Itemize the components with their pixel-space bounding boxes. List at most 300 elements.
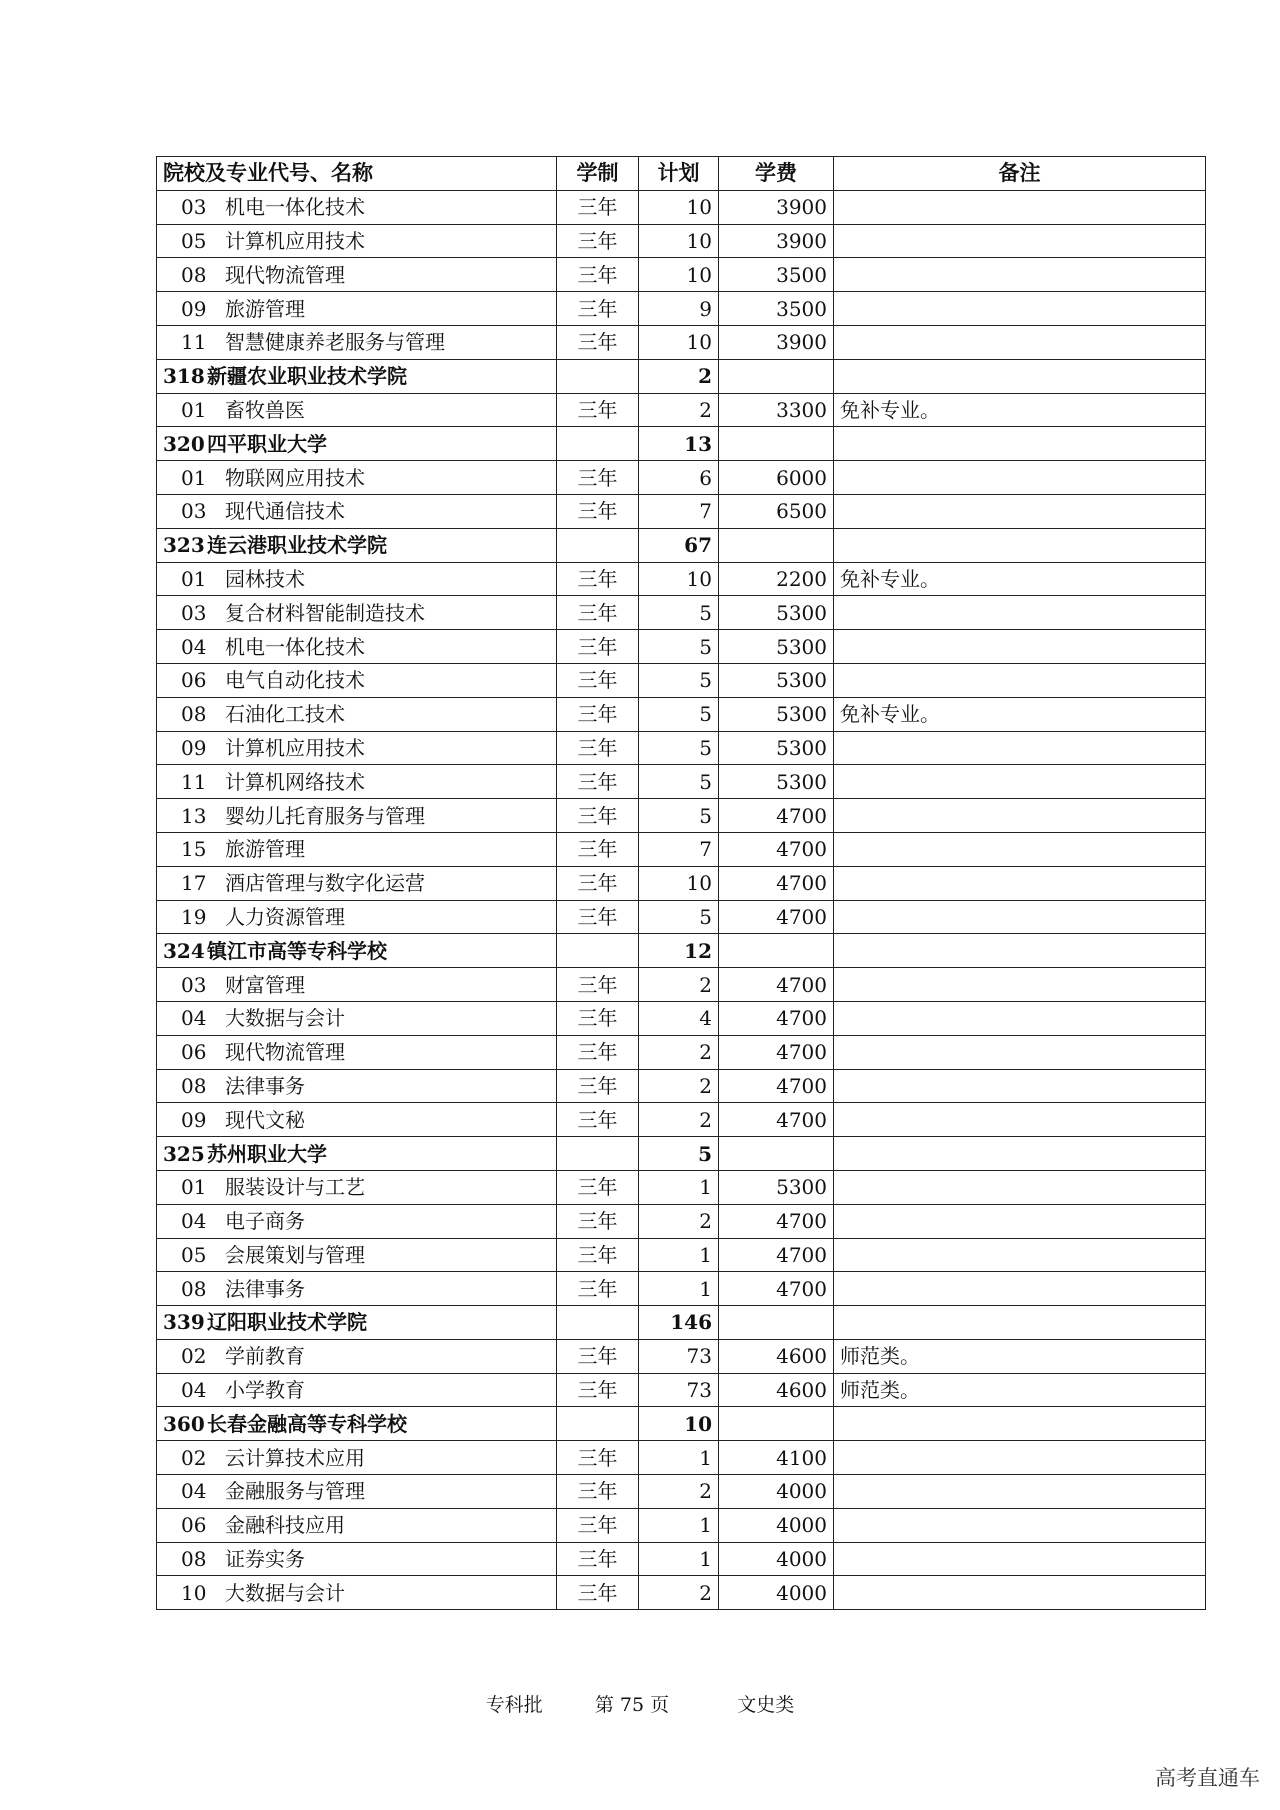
cell-length: 三年 [557, 1001, 639, 1035]
cell-name [157, 1339, 557, 1373]
row-name: 旅游管理 [225, 296, 305, 321]
row-code: 15 [181, 837, 207, 862]
cell-note [834, 663, 1206, 697]
major-row [157, 1508, 1206, 1542]
cell-fee: 4700 [719, 900, 834, 934]
cell-plan: 1 [639, 1542, 719, 1576]
major-row [157, 596, 1206, 630]
cell-name [157, 1407, 557, 1441]
cell-plan: 9 [639, 292, 719, 326]
row-name: 法律事务 [225, 1073, 305, 1098]
cell-plan: 146 [639, 1306, 719, 1340]
cell-name [157, 1170, 557, 1204]
cell-plan: 10 [639, 562, 719, 596]
row-name: 计算机应用技术 [225, 228, 365, 253]
cell-plan: 7 [639, 494, 719, 528]
major-row [157, 1542, 1206, 1576]
cell-fee: 4700 [719, 1103, 834, 1137]
cell-length: 三年 [557, 900, 639, 934]
row-name: 新疆农业职业技术学院 [207, 364, 407, 389]
major-row [157, 1339, 1206, 1373]
cell-fee: 3300 [719, 393, 834, 427]
cell-plan: 1 [639, 1508, 719, 1542]
row-name: 金融科技应用 [225, 1513, 345, 1538]
cell-fee: 4700 [719, 1204, 834, 1238]
cell-fee: 5300 [719, 1170, 834, 1204]
cell-length: 三年 [557, 866, 639, 900]
cell-fee: 6000 [719, 461, 834, 495]
cell-plan: 12 [639, 934, 719, 968]
cell-plan: 5 [639, 1137, 719, 1171]
row-code: 323 [163, 533, 205, 558]
row-code: 09 [181, 1107, 207, 1132]
cell-name [157, 562, 557, 596]
cell-plan: 1 [639, 1272, 719, 1306]
cell-length [557, 1407, 639, 1441]
row-name: 旅游管理 [225, 837, 305, 862]
row-name: 计算机应用技术 [225, 735, 365, 760]
row-code: 09 [181, 735, 207, 760]
cell-length: 三年 [557, 1204, 639, 1238]
row-name: 苏州职业大学 [207, 1141, 327, 1166]
cell-note [834, 1035, 1206, 1069]
cell-plan: 2 [639, 1576, 719, 1610]
school-row [157, 427, 1206, 461]
cell-note [834, 1272, 1206, 1306]
cell-note [834, 765, 1206, 799]
cell-plan: 5 [639, 697, 719, 731]
row-code: 09 [181, 296, 207, 321]
cell-name [157, 799, 557, 833]
page-footer [0, 1690, 1280, 1717]
cell-plan: 7 [639, 832, 719, 866]
row-code: 06 [181, 1513, 207, 1538]
cell-fee: 4000 [719, 1542, 834, 1576]
cell-length: 三年 [557, 1170, 639, 1204]
row-code: 03 [181, 600, 207, 625]
cell-plan: 2 [639, 1204, 719, 1238]
row-name: 金融服务与管理 [225, 1479, 365, 1504]
row-code: 08 [181, 1547, 207, 1572]
cell-name [157, 630, 557, 664]
cell-name [157, 1475, 557, 1509]
row-name: 长春金融高等专科学校 [207, 1411, 407, 1436]
cell-note [834, 934, 1206, 968]
row-name: 大数据与会计 [225, 1580, 345, 1605]
cell-plan: 6 [639, 461, 719, 495]
header-name: 院校及专业代号、名称 [157, 157, 557, 191]
cell-fee: 5300 [719, 697, 834, 731]
cell-name [157, 731, 557, 765]
row-code: 06 [181, 668, 207, 693]
cell-length: 三年 [557, 1373, 639, 1407]
footer-category: 文史类 [737, 1694, 795, 1716]
cell-name [157, 1508, 557, 1542]
cell-name [157, 494, 557, 528]
cell-length [557, 528, 639, 562]
footer-page: 第 75 页 [594, 1694, 670, 1716]
cell-name [157, 1542, 557, 1576]
cell-length [557, 1137, 639, 1171]
row-code: 08 [181, 1073, 207, 1098]
row-name: 人力资源管理 [225, 904, 345, 929]
major-row [157, 630, 1206, 664]
watermark: 高考直通车 [1155, 1766, 1260, 1790]
school-row [157, 528, 1206, 562]
cell-note: 免补专业。 [834, 562, 1206, 596]
cell-length: 三年 [557, 461, 639, 495]
row-name: 石油化工技术 [225, 702, 345, 727]
major-row [157, 325, 1206, 359]
cell-note [834, 528, 1206, 562]
cell-plan: 2 [639, 1035, 719, 1069]
row-code: 339 [163, 1310, 205, 1335]
cell-plan: 5 [639, 596, 719, 630]
row-name: 服装设计与工艺 [225, 1175, 365, 1200]
cell-name [157, 190, 557, 224]
cell-length: 三年 [557, 1035, 639, 1069]
major-row [157, 1035, 1206, 1069]
cell-name [157, 968, 557, 1002]
cell-fee: 3500 [719, 292, 834, 326]
cell-plan: 1 [639, 1238, 719, 1272]
row-name: 复合材料智能制造技术 [225, 600, 425, 625]
cell-fee [719, 934, 834, 968]
cell-plan: 1 [639, 1441, 719, 1475]
cell-name [157, 1001, 557, 1035]
row-code: 01 [181, 566, 207, 591]
row-code: 01 [181, 397, 207, 422]
cell-name [157, 663, 557, 697]
cell-length: 三年 [557, 393, 639, 427]
cell-fee: 5300 [719, 731, 834, 765]
cell-note [834, 258, 1206, 292]
row-code: 324 [163, 938, 205, 963]
school-row [157, 1407, 1206, 1441]
row-code: 04 [181, 1209, 207, 1234]
row-code: 08 [181, 1276, 207, 1301]
row-name: 财富管理 [225, 972, 305, 997]
header-note: 备注 [834, 157, 1206, 191]
cell-length: 三年 [557, 1508, 639, 1542]
cell-name [157, 765, 557, 799]
cell-name [157, 1306, 557, 1340]
row-code: 03 [181, 195, 207, 220]
row-code: 03 [181, 972, 207, 997]
row-code: 01 [181, 465, 207, 490]
cell-length: 三年 [557, 1339, 639, 1373]
major-row [157, 190, 1206, 224]
cell-note [834, 325, 1206, 359]
school-row [157, 1306, 1206, 1340]
cell-length: 三年 [557, 799, 639, 833]
cell-name [157, 258, 557, 292]
header-length: 学制 [557, 157, 639, 191]
cell-name [157, 866, 557, 900]
cell-note [834, 799, 1206, 833]
row-code: 13 [181, 803, 207, 828]
cell-fee: 4100 [719, 1441, 834, 1475]
row-code: 10 [181, 1580, 207, 1605]
major-row [157, 663, 1206, 697]
cell-length: 三年 [557, 731, 639, 765]
cell-fee: 4700 [719, 1069, 834, 1103]
major-row [157, 292, 1206, 326]
row-name: 辽阳职业技术学院 [207, 1310, 367, 1335]
row-name: 小学教育 [225, 1378, 305, 1403]
cell-note [834, 1001, 1206, 1035]
cell-name [157, 900, 557, 934]
row-name: 学前教育 [225, 1344, 305, 1369]
cell-note [834, 1137, 1206, 1171]
cell-name [157, 528, 557, 562]
cell-length: 三年 [557, 765, 639, 799]
cell-length: 三年 [557, 224, 639, 258]
cell-note [834, 292, 1206, 326]
cell-note [834, 731, 1206, 765]
row-name: 法律事务 [225, 1276, 305, 1301]
cell-name [157, 292, 557, 326]
cell-length: 三年 [557, 630, 639, 664]
cell-plan: 5 [639, 731, 719, 765]
cell-plan: 10 [639, 325, 719, 359]
cell-note [834, 1238, 1206, 1272]
cell-fee: 3900 [719, 190, 834, 224]
header-plan: 计划 [639, 157, 719, 191]
major-row [157, 224, 1206, 258]
row-code: 05 [181, 228, 207, 253]
cell-length: 三年 [557, 697, 639, 731]
row-name: 智慧健康养老服务与管理 [225, 330, 445, 355]
cell-note [834, 1204, 1206, 1238]
row-code: 11 [181, 330, 207, 355]
cell-note [834, 1306, 1206, 1340]
major-row [157, 1069, 1206, 1103]
cell-note [834, 630, 1206, 664]
cell-name [157, 224, 557, 258]
cell-fee: 4700 [719, 832, 834, 866]
row-name: 云计算技术应用 [225, 1445, 365, 1470]
cell-plan: 2 [639, 1475, 719, 1509]
cell-plan: 2 [639, 1069, 719, 1103]
major-row [157, 765, 1206, 799]
row-name: 连云港职业技术学院 [207, 533, 387, 558]
cell-note [834, 1475, 1206, 1509]
row-code: 320 [163, 431, 205, 456]
cell-name [157, 1137, 557, 1171]
major-row [157, 900, 1206, 934]
major-row [157, 562, 1206, 596]
cell-name [157, 1441, 557, 1475]
row-name: 大数据与会计 [225, 1006, 345, 1031]
cell-fee: 4700 [719, 866, 834, 900]
major-row [157, 1170, 1206, 1204]
major-row [157, 461, 1206, 495]
row-name: 园林技术 [225, 566, 305, 591]
cell-note [834, 1069, 1206, 1103]
cell-name [157, 325, 557, 359]
cell-plan: 73 [639, 1339, 719, 1373]
row-code: 08 [181, 702, 207, 727]
row-code: 17 [181, 871, 207, 896]
cell-note: 师范类。 [834, 1373, 1206, 1407]
cell-length: 三年 [557, 1475, 639, 1509]
cell-fee: 3500 [719, 258, 834, 292]
cell-length: 三年 [557, 1238, 639, 1272]
school-row [157, 1137, 1206, 1171]
cell-plan: 10 [639, 1407, 719, 1441]
cell-length: 三年 [557, 1069, 639, 1103]
cell-plan: 5 [639, 663, 719, 697]
cell-note [834, 1103, 1206, 1137]
cell-note [834, 866, 1206, 900]
row-code: 05 [181, 1242, 207, 1267]
major-row [157, 968, 1206, 1002]
cell-plan: 2 [639, 1103, 719, 1137]
cell-name [157, 1272, 557, 1306]
cell-fee: 5300 [719, 663, 834, 697]
row-code: 03 [181, 499, 207, 524]
row-code: 04 [181, 1006, 207, 1031]
row-name: 酒店管理与数字化运营 [225, 871, 425, 896]
row-code: 02 [181, 1344, 207, 1369]
cell-plan: 67 [639, 528, 719, 562]
cell-fee: 5300 [719, 765, 834, 799]
cell-note [834, 224, 1206, 258]
cell-fee: 4700 [719, 1238, 834, 1272]
major-row [157, 1238, 1206, 1272]
cell-note [834, 494, 1206, 528]
row-name: 证券实务 [225, 1547, 305, 1572]
row-name: 现代通信技术 [225, 499, 345, 524]
cell-name [157, 1204, 557, 1238]
major-row [157, 1576, 1206, 1610]
cell-fee: 4000 [719, 1475, 834, 1509]
cell-fee: 4000 [719, 1576, 834, 1610]
cell-plan: 4 [639, 1001, 719, 1035]
cell-fee: 6500 [719, 494, 834, 528]
cell-note [834, 900, 1206, 934]
cell-name [157, 1069, 557, 1103]
cell-fee [719, 1137, 834, 1171]
admissions-table [156, 156, 1206, 1610]
major-row [157, 258, 1206, 292]
school-row [157, 934, 1206, 968]
cell-plan: 73 [639, 1373, 719, 1407]
cell-note [834, 832, 1206, 866]
row-name: 四平职业大学 [207, 431, 327, 456]
cell-plan: 1 [639, 1170, 719, 1204]
cell-length [557, 359, 639, 393]
row-name: 电气自动化技术 [225, 668, 365, 693]
cell-fee: 4700 [719, 799, 834, 833]
cell-fee [719, 359, 834, 393]
cell-plan: 10 [639, 224, 719, 258]
cell-plan: 13 [639, 427, 719, 461]
row-name: 电子商务 [225, 1209, 305, 1234]
cell-length [557, 1306, 639, 1340]
cell-name [157, 1035, 557, 1069]
cell-length: 三年 [557, 1441, 639, 1475]
cell-fee: 3900 [719, 224, 834, 258]
cell-note [834, 1407, 1206, 1441]
cell-note [834, 461, 1206, 495]
cell-plan: 5 [639, 765, 719, 799]
row-code: 08 [181, 262, 207, 287]
cell-length: 三年 [557, 292, 639, 326]
row-code: 11 [181, 769, 207, 794]
cell-fee: 4600 [719, 1339, 834, 1373]
cell-length: 三年 [557, 663, 639, 697]
major-row [157, 697, 1206, 731]
major-row [157, 731, 1206, 765]
row-name: 会展策划与管理 [225, 1242, 365, 1267]
row-name: 镇江市高等专科学校 [207, 938, 387, 963]
row-code: 04 [181, 1378, 207, 1403]
cell-note [834, 190, 1206, 224]
cell-fee [719, 427, 834, 461]
cell-name [157, 461, 557, 495]
row-code: 325 [163, 1141, 205, 1166]
cell-name [157, 393, 557, 427]
row-code: 02 [181, 1445, 207, 1470]
cell-fee: 4600 [719, 1373, 834, 1407]
major-row [157, 1204, 1206, 1238]
cell-fee [719, 528, 834, 562]
cell-fee: 2200 [719, 562, 834, 596]
cell-note [834, 1542, 1206, 1576]
cell-fee: 4700 [719, 968, 834, 1002]
row-code: 06 [181, 1040, 207, 1065]
row-name: 现代物流管理 [225, 262, 345, 287]
table-body [157, 190, 1206, 1609]
major-row [157, 393, 1206, 427]
cell-plan: 10 [639, 866, 719, 900]
cell-plan: 5 [639, 630, 719, 664]
cell-note [834, 596, 1206, 630]
cell-name [157, 697, 557, 731]
cell-fee: 4700 [719, 1001, 834, 1035]
cell-length: 三年 [557, 562, 639, 596]
cell-name [157, 1238, 557, 1272]
row-name: 婴幼儿托育服务与管理 [225, 803, 425, 828]
cell-length: 三年 [557, 968, 639, 1002]
cell-fee [719, 1306, 834, 1340]
cell-name [157, 359, 557, 393]
row-name: 现代物流管理 [225, 1040, 345, 1065]
cell-length [557, 427, 639, 461]
cell-note [834, 427, 1206, 461]
row-code: 04 [181, 634, 207, 659]
row-name: 物联网应用技术 [225, 465, 365, 490]
cell-name [157, 1576, 557, 1610]
cell-length: 三年 [557, 325, 639, 359]
row-code: 01 [181, 1175, 207, 1200]
cell-note: 师范类。 [834, 1339, 1206, 1373]
row-code: 360 [163, 1411, 205, 1436]
cell-length: 三年 [557, 596, 639, 630]
major-row [157, 1001, 1206, 1035]
cell-plan: 2 [639, 359, 719, 393]
cell-name [157, 934, 557, 968]
cell-length: 三年 [557, 1103, 639, 1137]
cell-note [834, 359, 1206, 393]
cell-name [157, 832, 557, 866]
cell-length: 三年 [557, 1272, 639, 1306]
cell-fee [719, 1407, 834, 1441]
row-name: 计算机网络技术 [225, 769, 365, 794]
row-code: 318 [163, 364, 205, 389]
